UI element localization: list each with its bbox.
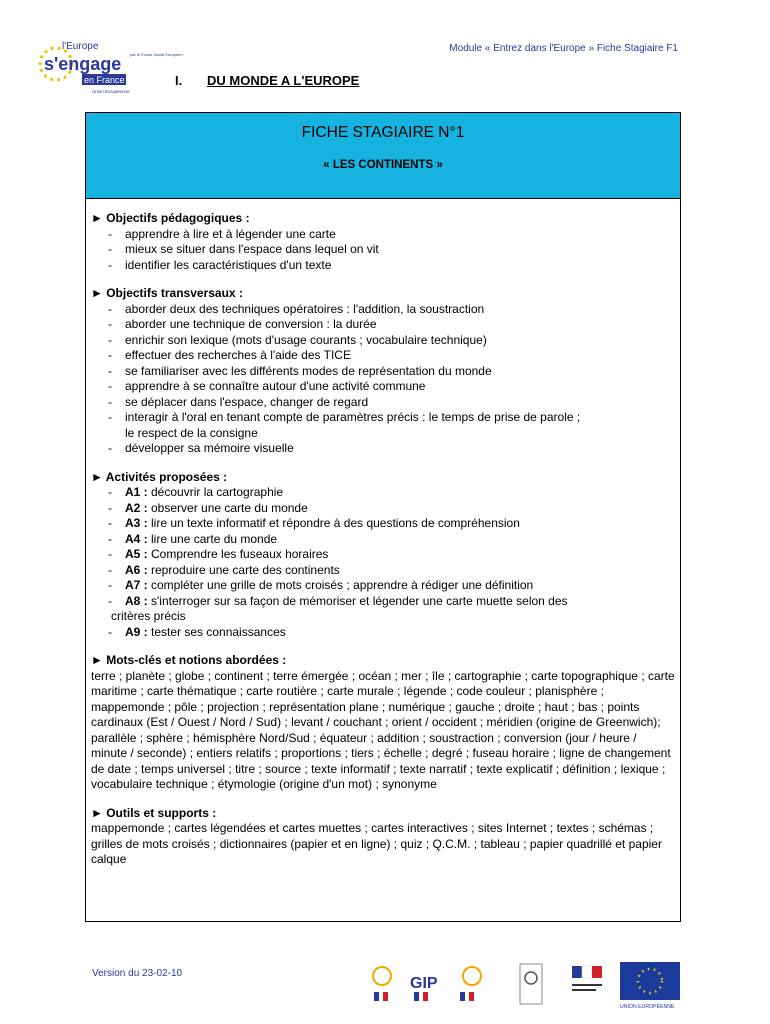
fiche-banner xyxy=(86,113,680,199)
logo-line1: l'Europe xyxy=(62,41,99,52)
activity-text: observer une carte du monde xyxy=(147,500,308,515)
activity-item xyxy=(105,563,675,579)
version-label: Version du 23-02-10 xyxy=(92,968,183,979)
activity-item xyxy=(105,501,675,517)
list-item: - aborder deux des techniques opératoires : l'addition, la soustraction xyxy=(105,302,675,318)
activites-title: ► Activités proposées : xyxy=(91,469,228,484)
activity-text: compléter une grille de mots croisés ; apprendre à rédiger une définition xyxy=(147,578,534,592)
republique-francaise-logo xyxy=(572,966,602,991)
activity-code: A3 : xyxy=(125,516,148,530)
activity-code: A2 : xyxy=(125,500,148,515)
logo-word: s'engage xyxy=(44,54,122,74)
activity-text: découvrir la cartographie xyxy=(147,485,284,499)
outils-text: mappemonde ; cartes légendées et cartes muettes ; cartes interactives ; sites Internet ; textes ; schémas ; grilles de mots croisés ; dictionnaires (papier et en ligne) ; quiz ; Q.C.M. ; tableau ; papier quadrillé et papier calque xyxy=(91,821,662,866)
activity-code: A7 : xyxy=(125,578,148,592)
activity-code: A8 : xyxy=(125,593,148,608)
eu-label: UNION EUROPÉENNE xyxy=(620,1004,675,1010)
list-item: - enrichir son lexique (mots d'usage courants ; vocabulaire technique) xyxy=(105,333,675,349)
activity-code: A4 : xyxy=(125,531,148,546)
outils-supports xyxy=(91,806,675,868)
activity-item xyxy=(105,532,675,548)
activity-text: Comprendre les fuseaux horaires xyxy=(147,547,329,561)
activites-proposees xyxy=(91,470,675,641)
outils-title: ► Outils et supports : xyxy=(91,805,217,820)
objectifs-transversaux xyxy=(91,286,675,457)
fiche-frame xyxy=(85,112,681,922)
gip-text: GIP xyxy=(410,975,438,992)
list-item: - apprendre à lire et à légender une carte xyxy=(105,227,675,243)
list-item: - développer sa mémoire visuelle xyxy=(105,441,675,457)
gip-logo xyxy=(410,975,438,1001)
objectifs-transversaux-title: ► Objectifs transversaux : xyxy=(91,286,243,300)
list-item: - aborder une technique de conversion : la durée xyxy=(105,317,675,333)
europe-sengage-logo xyxy=(38,38,183,100)
activity-text: tester ses connaissances xyxy=(147,624,286,639)
list-item: - apprendre à se connaître autour d'une activité commune xyxy=(105,379,675,395)
logo-side: par le Fonds Social Européen xyxy=(130,52,183,57)
activity-text: lire une carte du monde xyxy=(147,531,278,546)
activity-item xyxy=(105,594,675,610)
list-item: - identifier les caractéristiques d'un texte xyxy=(105,258,675,274)
activity-item xyxy=(105,547,675,563)
module-header: Module « Entrez dans l'Europe » Fiche Stagiaire F1 xyxy=(449,43,678,54)
logo-line3: en France xyxy=(84,75,125,85)
eu-flag-logo xyxy=(620,962,680,1010)
activity-text: lire un texte informatif et répondre à des questions de compréhension xyxy=(147,516,520,530)
list-item: - se déplacer dans l'espace, changer de regard xyxy=(105,395,675,411)
list-item-continuation: le respect de la consigne xyxy=(125,425,258,440)
mots-cles xyxy=(91,653,675,793)
fiche-title: FICHE STAGIAIRE N°1 xyxy=(301,124,465,141)
activity-text: s'interroger sur sa façon de mémoriser et légender une carte muette selon des xyxy=(147,593,568,608)
fiche-subtitle: « LES CONTINENTS » xyxy=(323,159,443,171)
section-heading xyxy=(175,73,359,88)
partner-logos xyxy=(360,958,685,1010)
list-item: - mieux se situer dans l'espace dans lequel on vit xyxy=(105,242,675,258)
activity-code: A6 : xyxy=(125,562,148,577)
education-nationale-logo xyxy=(373,967,391,1001)
section-title: DU MONDE A L'EUROPE xyxy=(207,73,360,88)
logo-small: Union Européenne xyxy=(92,89,130,94)
activity-text: reproduire une carte des continents xyxy=(147,562,340,577)
objectifs-pedagogiques-title: ► Objectifs pédagogiques : xyxy=(91,211,250,225)
objectifs-pedagogiques xyxy=(91,211,675,273)
cop-academique-logo xyxy=(460,967,481,1001)
activity-item xyxy=(105,485,675,501)
activity-code: A1 : xyxy=(125,485,148,499)
activity-item xyxy=(105,625,675,641)
section-number: I. xyxy=(175,73,183,88)
activity-continuation: critères précis xyxy=(111,609,186,623)
activity-item xyxy=(105,578,675,594)
list-item: - effectuer des recherches à l'aide des TICE xyxy=(105,348,675,364)
list-item: - se familiariser avec les différents modes de représentation du monde xyxy=(105,364,675,380)
activity-code: A9 : xyxy=(125,624,148,639)
activity-item xyxy=(105,516,675,532)
fiche-content xyxy=(91,211,675,881)
activity-code: A5 : xyxy=(125,547,148,561)
ministere-logo xyxy=(520,964,542,1004)
list-item: - interagir à l'oral en tenant compte de paramètres précis : le temps de prise de parole ; xyxy=(105,410,675,426)
mots-cles-title: ► Mots-clés et notions abordées : xyxy=(91,653,287,667)
mots-cles-text: terre ; planète ; globe ; continent ; terre émergée ; océan ; mer ; île ; cartographie ; carte topographique ; carte maritime ; carte thématique ; carte routière ; carte murale ; légende ; code couleur ; planisphère ; mappemonde ; pôle ; projection ; représentation plane ; numérique ; gauche ; droite ; haut ; bas ; points cardinaux (Est / Ouest / Nord / Sud) ; levant / couchant ; orient / occident ; méridien (origine de Greenwich); parallèle ; sphère ; hémisphère Nord/Sud ; équateur ; addition ; soustraction ; conversion (jour / heure / minute / seconde) ; entiers relatifs ; proportions ; tiers ; échelle ; degré ; fuseau horaire ; ligne de changement de date ; temps universel ; titre ; source ; texte informatif ; texte narratif ; texte explicatif ; définition ; lexique ; vocabulaire technique ; étymologie (origine d'un mot) ; synonyme xyxy=(91,668,675,791)
